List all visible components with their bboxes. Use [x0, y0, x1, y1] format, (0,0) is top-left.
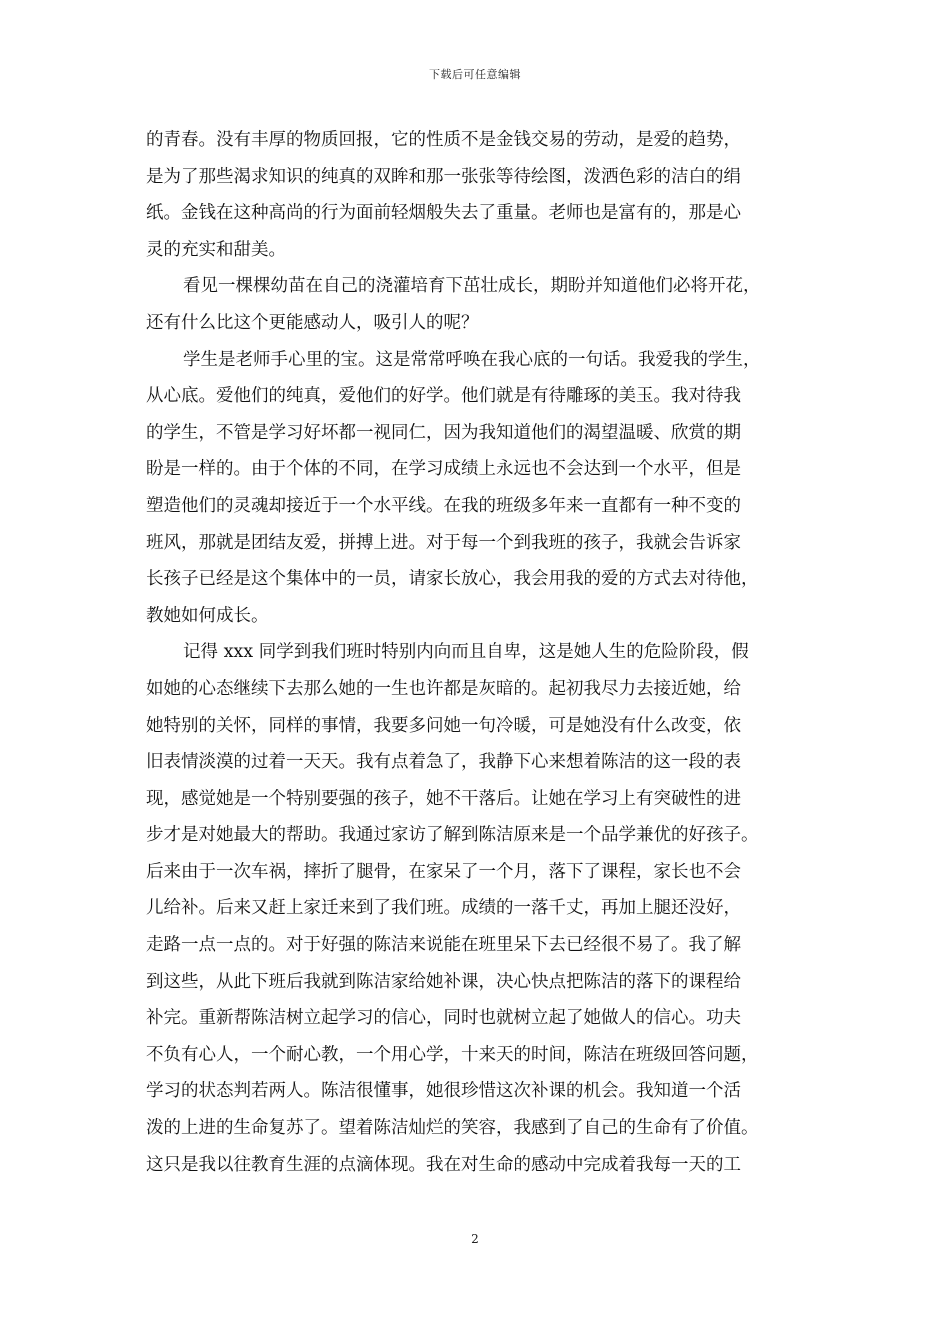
text-line: 她特别的关怀，同样的事情，我要多问她一句冷暖，可是她没有什么改变，依 — [146, 715, 741, 736]
text-line: 泼的上进的生命复苏了。望着陈洁灿烂的笑容，我感到了自己的生命有了价值。 — [146, 1118, 759, 1139]
text-line: 是为了那些渴求知识的纯真的双眸和那一张张等待绘图，泼洒色彩的洁白的绢 — [146, 166, 741, 187]
page-number: 2 — [471, 1232, 479, 1246]
text-line: 长孩子已经是这个集体中的一员，请家长放心，我会用我的爱的方式去对待他， — [146, 569, 759, 590]
paragraph-start-line: 记得 xxx 同学到我们班时特别内向而且自卑，这是她人生的危险阶段，假 — [183, 642, 749, 663]
text-line: 教她如何成长。 — [146, 605, 269, 626]
text-line: 灵的充实和甜美。 — [146, 239, 286, 260]
text-line: 儿给补。后来又赶上家迁来到了我们班。成绩的一落千丈，再加上腿还没好， — [146, 898, 741, 919]
text-line: 还有什么比这个更能感动人，吸引人的呢？ — [146, 312, 479, 333]
document-body — [146, 122, 806, 1183]
text-line: 盼是一样的。由于个体的不同，在学习成绩上永远也不会达到一个水平，但是 — [146, 459, 741, 480]
text-line: 补完。重新帮陈洁树立起学习的信心，同时也就树立起了她做人的信心。功夫 — [146, 1008, 741, 1029]
text-line: 纸。金钱在这种高尚的行为面前轻烟般失去了重量。老师也是富有的，那是心 — [146, 203, 741, 224]
text-line: 的学生，不管是学习好坏都一视同仁，因为我知道他们的渴望温暖、欣赏的期 — [146, 422, 741, 443]
text-line: 后来由于一次车祸，摔折了腿骨，在家呆了一个月，落下了课程，家长也不会 — [146, 861, 741, 882]
text-line: 走路一点一点的。对于好强的陈洁来说能在班里呆下去已经很不易了。我了解 — [146, 935, 741, 956]
paragraph-start-line: 看见一棵棵幼苗在自己的浇灌培育下茁壮成长，期盼并知道他们必将开花， — [183, 276, 761, 297]
page-header: 下载后可任意编辑 — [429, 68, 521, 81]
text-line: 如她的心态继续下去那么她的一生也许都是灰暗的。起初我尽力去接近她，给 — [146, 678, 741, 699]
text-line: 这只是我以往教育生涯的点滴体现。我在对生命的感动中完成着我每一天的工 — [146, 1154, 741, 1175]
text-line: 学习的状态判若两人。陈洁很懂事，她很珍惜这次补课的机会。我知道一个活 — [146, 1081, 741, 1102]
text-line: 塑造他们的灵魂却接近于一个水平线。在我的班级多年来一直都有一种不变的 — [146, 495, 741, 516]
text-line: 的青春。没有丰厚的物质回报，它的性质不是金钱交易的劳动，是爱的趋势， — [146, 130, 741, 150]
text-line: 到这些，从此下班后我就到陈洁家给她补课，决心快点把陈洁的落下的课程给 — [146, 971, 741, 992]
text-line: 班风，那就是团结友爱，拼搏上进。对于每一个到我班的孩子，我就会告诉家 — [146, 532, 741, 553]
text-line: 步才是对她最大的帮助。我通过家访了解到陈洁原来是一个品学兼优的好孩子。 — [146, 825, 759, 846]
text-line: 不负有心人，一个耐心教，一个用心学，十来天的时间，陈洁在班级回答问题， — [146, 1044, 759, 1065]
text-line: 旧表情淡漠的过着一天天。我有点着急了，我静下心来想着陈洁的这一段的表 — [146, 752, 741, 773]
text-line: 现，感觉她是一个特别要强的孩子，她不干落后。让她在学习上有突破性的进 — [146, 788, 741, 809]
paragraph-start-line: 学生是老师手心里的宝。这是常常呼唤在我心底的一句话。我爱我的学生， — [183, 349, 761, 370]
text-line: 从心底。爱他们的纯真，爱他们的好学。他们就是有待雕琢的美玉。我对待我 — [146, 386, 741, 407]
